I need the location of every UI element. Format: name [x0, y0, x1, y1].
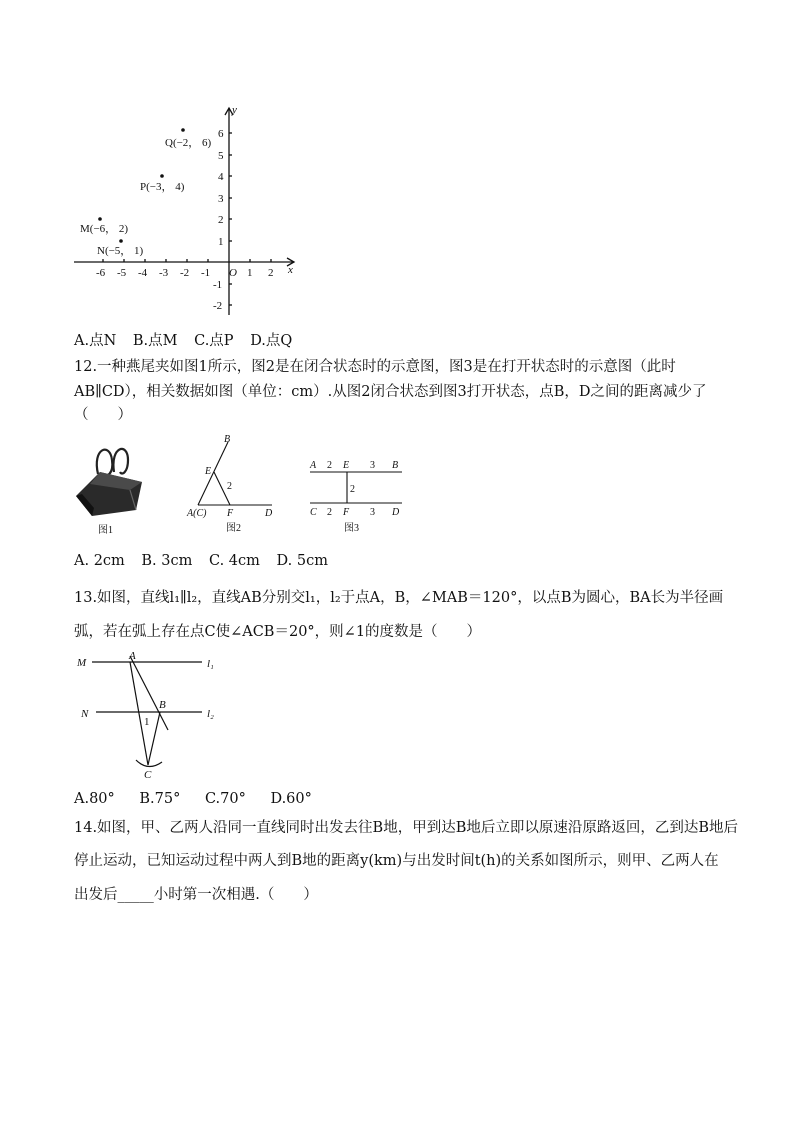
open-state-figure: [300, 455, 415, 540]
origin-label: O: [229, 267, 237, 279]
label-b: B: [159, 699, 166, 711]
y-tick-label: -2: [213, 300, 223, 312]
point-n-label: N(−5， 1): [97, 245, 144, 257]
y-tick-label: -1: [213, 279, 223, 291]
x-tick-label: -6: [96, 267, 106, 279]
fig2-label-d: D: [265, 508, 273, 519]
y-tick-label: 3: [218, 193, 224, 205]
y-axis-label: y: [232, 104, 237, 116]
fig2-label-e: E: [205, 466, 212, 477]
point-p: [160, 174, 164, 178]
choice-c[interactable]: C. 4cm: [209, 553, 260, 569]
fig2-label-ac: A(C): [187, 508, 207, 519]
fig3-label-mid: 2: [350, 484, 355, 495]
fig3-label-f: F: [343, 507, 350, 518]
label-m: M: [77, 657, 87, 669]
q14-text-line3: 出发后_____小时第一次相遇.（ ）: [74, 887, 318, 903]
label-l1: l₁: [207, 658, 214, 670]
fig3-label-3a: 3: [370, 460, 375, 471]
closed-state-figure: [180, 432, 290, 538]
y-tick-label: 4: [218, 171, 224, 183]
choice-b[interactable]: B.75°: [139, 791, 181, 807]
point-q-label: Q(−2， 6): [165, 137, 212, 149]
q12-text-line1: 12.一种燕尾夹如图1所示，图2是在闭合状态时的示意图，图3是在打开状态时的示意图（此时: [74, 359, 676, 375]
label-l2: l₂: [207, 708, 214, 720]
choice-d[interactable]: D. 5cm: [276, 553, 328, 569]
y-tick-label: 1: [218, 236, 224, 248]
choice-d[interactable]: D.点Q: [250, 333, 293, 349]
y-tick-label: 6: [218, 128, 224, 140]
segment-bc: [148, 712, 160, 765]
x-tick-label: -5: [117, 267, 127, 279]
coordinate-plane-figure: [70, 100, 310, 320]
choice-d[interactable]: D.60°: [270, 791, 312, 807]
fig2-label-f: F: [227, 508, 234, 519]
x-tick-label: -2: [180, 267, 190, 279]
label-angle-1: 1: [144, 716, 150, 728]
fig2-caption: 图2: [226, 523, 241, 534]
fig2-label-2: 2: [227, 481, 232, 492]
fig3-label-b: B: [392, 460, 399, 471]
binder-clip-figure: [70, 438, 150, 538]
fig3-label-e: E: [343, 460, 350, 471]
q13-text-line1: 13.如图，直线l₁∥l₂，直线AB分别交l₁，l₂于点A，B，∠MAB＝120°，以点B为圆心，BA长为半径画: [74, 590, 724, 606]
x-tick-label: -4: [138, 267, 148, 279]
x-tick-label: -3: [159, 267, 169, 279]
point-m-label: M(−6， 2): [80, 223, 129, 235]
binder-clip-icon: [76, 449, 142, 516]
q14-text-line1: 14.如图，甲、乙两人沿同一直线同时出发去往B地，甲到达B地后立即以原速沿原路返回，乙到达B地后: [74, 820, 739, 836]
x-axis-label: x: [288, 264, 293, 276]
fig3-label-2b: 2: [327, 507, 332, 518]
label-c: C: [144, 769, 152, 781]
fig2-label-b: B: [224, 434, 231, 445]
label-n: N: [81, 708, 89, 720]
x-tick-label: 2: [268, 267, 274, 279]
fig3-label-d: D: [392, 507, 400, 518]
fig3-label-a: A: [310, 460, 317, 471]
point-p-label: P(−3， 4): [140, 181, 185, 193]
choice-c[interactable]: C.点P: [194, 333, 234, 349]
point-m: [98, 217, 102, 221]
q13-choices: [74, 791, 324, 807]
segment-ac: [130, 662, 148, 765]
point-n: [119, 239, 123, 243]
choice-a[interactable]: A.点N: [74, 333, 117, 349]
parallel-lines-figure: [70, 648, 230, 783]
y-tick-label: 2: [218, 214, 224, 226]
choice-a[interactable]: A.80°: [74, 791, 115, 807]
fig3-label-2a: 2: [327, 460, 332, 471]
fig3-caption: 图3: [344, 523, 359, 534]
q14-text-line2: 停止运动，已知运动过程中两人到B地的距离y(km)与出发时间t(h)的关系如图所示，则甲、乙两人在: [74, 853, 719, 869]
fig1-caption: 图1: [98, 525, 113, 536]
choice-a[interactable]: A. 2cm: [74, 553, 125, 569]
choice-b[interactable]: B. 3cm: [141, 553, 193, 569]
q13-text-line2: 弧，若在弧上存在点C使∠ACB＝20°，则∠1的度数是（ ）: [74, 624, 482, 640]
q11-choices: [74, 329, 304, 350]
choice-c[interactable]: C.70°: [204, 791, 246, 807]
choice-b[interactable]: B.点M: [132, 333, 178, 349]
x-tick-label: -1: [201, 267, 211, 279]
q12-choices: [74, 553, 340, 569]
label-a: A: [129, 650, 136, 662]
q12-text-line3: （ ）: [74, 407, 132, 423]
q12-text-line2: AB∥CD），相关数据如图（单位：cm）.从图2闭合状态到图3打开状态，点B，D之间的距离减少了: [74, 384, 707, 400]
x-tick-label: 1: [247, 267, 253, 279]
fig3-label-c: C: [310, 507, 317, 518]
fig3-label-3b: 3: [370, 507, 375, 518]
y-tick-label: 5: [218, 150, 224, 162]
point-q: [181, 128, 185, 132]
